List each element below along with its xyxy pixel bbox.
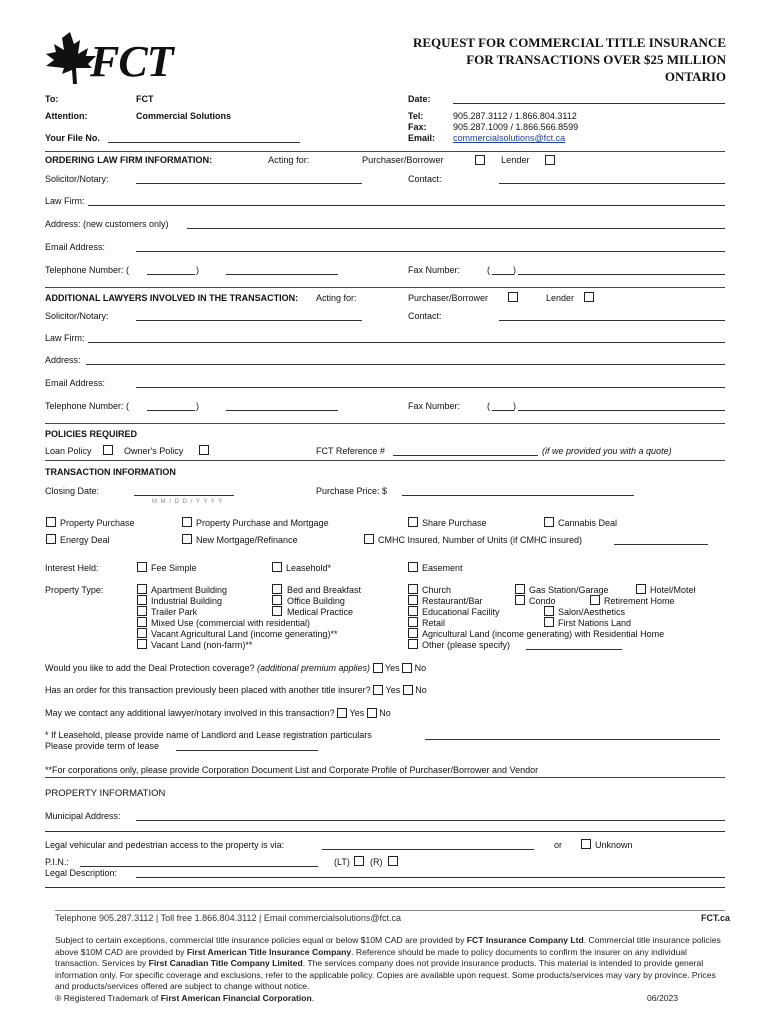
property-purchase-mortgage-label: Property Purchase and Mortgage — [196, 518, 329, 528]
vacant-nonfarm-checkbox[interactable] — [137, 639, 147, 649]
other-specify-field[interactable] — [526, 649, 622, 650]
restaurant-label: Restaurant/Bar — [422, 596, 483, 606]
trailer-checkbox[interactable] — [137, 606, 147, 616]
file-label: Your File No. — [45, 133, 100, 143]
bnb-checkbox[interactable] — [272, 584, 282, 594]
ag-res-label: Agricultural Land (income generating) with Residential Home — [422, 629, 665, 639]
office-label: Office Building — [287, 596, 345, 606]
question-text: Has an order for this transaction previously been placed with another title insurer? — [45, 685, 371, 695]
no-label: No — [415, 685, 427, 695]
disclaimer-company-1: FCT Insurance Company Ltd — [466, 935, 584, 945]
additional-email-field[interactable] — [136, 387, 725, 388]
closing-date-hint: M M / D D / Y Y Y Y — [152, 499, 224, 505]
apartment-checkbox[interactable] — [137, 584, 147, 594]
policies-heading: POLICIES REQUIRED — [45, 429, 138, 439]
ordering-contact-field[interactable] — [499, 183, 725, 184]
easement-label: Easement — [422, 563, 463, 573]
municipal-field-2[interactable] — [45, 831, 725, 832]
cmhc-units-field[interactable] — [614, 544, 708, 545]
question-contact — [45, 708, 391, 718]
legal-description-field[interactable] — [136, 877, 725, 878]
disclaimer — [55, 935, 732, 993]
condo-checkbox[interactable] — [515, 595, 525, 605]
ordering-heading: ORDERING LAW FIRM INFORMATION: — [45, 155, 213, 165]
transaction-heading: TRANSACTION INFORMATION — [45, 467, 176, 477]
ordering-acting-for: Acting for: — [268, 155, 310, 165]
access-label: Legal vehicular and pedestrian access to the property is via: — [45, 840, 285, 850]
ordering-address-field[interactable] — [187, 228, 725, 229]
ordering-lawfirm-label: Law Firm: — [45, 196, 85, 206]
medical-checkbox[interactable] — [272, 606, 282, 616]
footer-rule — [55, 910, 725, 911]
purchase-price-label: Purchase Price: $ — [316, 486, 388, 496]
ordering-email-field[interactable] — [136, 251, 725, 252]
lt-label: (LT) — [334, 857, 350, 867]
municipal-field[interactable] — [136, 820, 725, 821]
owners-policy-label: Owner's Policy — [124, 446, 184, 456]
tel-value: 905.287.3112 / 1.866.804.3112 — [453, 111, 577, 121]
industrial-checkbox[interactable] — [137, 595, 147, 605]
divider — [45, 460, 725, 461]
additional-lender-label: Lender — [546, 293, 575, 303]
retirement-label: Retirement Home — [604, 596, 675, 606]
attention-label: Attention: — [45, 111, 88, 121]
additional-lender-checkbox[interactable] — [584, 292, 594, 302]
property-heading: PROPERTY INFORMATION — [45, 788, 166, 799]
energy-deal-checkbox[interactable] — [46, 534, 56, 544]
first-nations-checkbox[interactable] — [544, 617, 554, 627]
medical-label: Medical Practice — [287, 607, 354, 617]
ordering-purchaser-label: Purchaser/Borrower — [362, 155, 444, 165]
property-purchase-label: Property Purchase — [60, 518, 135, 528]
title-line-2: FOR TRANSACTIONS OVER $25 MILLION — [466, 52, 726, 67]
no-label: No — [414, 663, 427, 673]
other-label: Other (please specify) — [422, 640, 511, 650]
ordering-fax-label: Fax Number: — [408, 265, 461, 275]
new-mortgage-checkbox[interactable] — [182, 534, 192, 544]
additional-fax-field[interactable] — [518, 410, 725, 411]
pin-field[interactable] — [80, 866, 318, 867]
logo-text: FCT — [90, 37, 173, 86]
form-title — [413, 34, 726, 85]
to-label: To: — [45, 94, 59, 104]
vacant-nonfarm-label: Vacant Land (non-farm)** — [151, 640, 253, 650]
deal-protection-no-checkbox[interactable] — [402, 663, 412, 673]
closing-date-label: Closing Date: — [45, 486, 100, 496]
r-checkbox[interactable] — [388, 856, 398, 866]
title-line-3: ONTARIO — [664, 69, 726, 84]
purchase-price-field[interactable] — [402, 495, 634, 496]
ordering-tel-area-field[interactable] — [147, 274, 195, 275]
legal-description-field-2[interactable] — [45, 887, 725, 888]
email-label: Email: — [408, 133, 436, 143]
lease-term-label: Please provide term of lease — [45, 741, 160, 751]
office-checkbox[interactable] — [272, 595, 282, 605]
file-number-field[interactable] — [108, 142, 300, 143]
lt-checkbox[interactable] — [354, 856, 364, 866]
retail-label: Retail — [422, 618, 446, 628]
additional-acting-for: Acting for: — [316, 293, 357, 303]
salon-checkbox[interactable] — [544, 606, 554, 616]
cmhc-label: CMHC Insured, Number of Units (if CMHC insured) — [378, 535, 583, 545]
disclaimer-text-2: . Commercial title insurance policies above $10M CAD are provided by — [55, 935, 721, 957]
loan-policy-checkbox[interactable] — [103, 445, 113, 455]
additional-tel-field[interactable] — [226, 410, 338, 411]
new-mortgage-label: New Mortgage/Refinance — [196, 535, 298, 545]
additional-fax-label: Fax Number: — [408, 401, 461, 411]
attention-value: Commercial Solutions — [136, 111, 232, 121]
church-checkbox[interactable] — [408, 584, 418, 594]
additional-lawfirm-label: Law Firm: — [45, 333, 85, 343]
quote-note: (if we provided you with a quote) — [542, 446, 672, 456]
share-purchase-label: Share Purchase — [422, 518, 487, 528]
footer-contact: Telephone 905.287.3112 | Toll free 1.866.804.3112 | Email commercialsolutions@fct.ca — [55, 913, 402, 923]
yes-label: Yes — [384, 663, 400, 673]
trademark-line — [55, 993, 314, 1005]
property-type-label: Property Type: — [45, 585, 104, 595]
trailer-label: Trailer Park — [151, 607, 198, 617]
yes-label: Yes — [385, 685, 401, 695]
divider — [45, 287, 725, 288]
additional-fax-paren-open: ( — [487, 401, 490, 411]
unknown-checkbox[interactable] — [581, 839, 591, 849]
easement-checkbox[interactable] — [408, 562, 418, 572]
lease-term-field[interactable] — [176, 750, 318, 751]
additional-contact-label: Contact: — [408, 311, 442, 321]
fee-simple-checkbox[interactable] — [137, 562, 147, 572]
tm-prefix: ® Registered Trademark of — [55, 993, 161, 1003]
question-note: (additional premium applies) — [256, 663, 371, 673]
other-checkbox[interactable] — [408, 639, 418, 649]
cannabis-deal-label: Cannabis Deal — [558, 518, 618, 528]
fct-reference-field[interactable] — [393, 455, 538, 456]
vacant-ag-label: Vacant Agricultural Land (income generating)** — [151, 629, 338, 639]
ordering-solicitor-label: Solicitor/Notary: — [45, 174, 109, 184]
question-deal-protection — [45, 663, 426, 673]
first-nations-label: First Nations Land — [558, 618, 632, 628]
ordering-lender-checkbox[interactable] — [545, 155, 555, 165]
interest-held-label: Interest Held: — [45, 563, 99, 573]
r-label: (R) — [370, 857, 383, 867]
hotel-label: Hotel/Motel — [650, 585, 696, 595]
municipal-label: Municipal Address: — [45, 811, 121, 821]
gas-checkbox[interactable] — [515, 584, 525, 594]
vacant-ag-checkbox[interactable] — [137, 628, 147, 638]
mixed-use-checkbox[interactable] — [137, 617, 147, 627]
disclaimer-text-4: . The services company does not provide insurance products. This material is intended to provide general information only. For specific coverage and exclusions, refer to the applicable policy. Copies are available upon request. Some products/services may vary by province. Prices and products/services offered are subject to change without notice. — [55, 958, 716, 992]
ordering-solicitor-field[interactable] — [136, 183, 362, 184]
unknown-label: Unknown — [595, 840, 633, 850]
cmhc-checkbox[interactable] — [364, 534, 374, 544]
legal-description-label: Legal Description: — [45, 868, 118, 878]
additional-heading: ADDITIONAL LAWYERS INVOLVED IN THE TRANSACTION: — [45, 293, 299, 303]
bnb-label: Bed and Breakfast — [287, 585, 362, 595]
or-label: or — [554, 840, 563, 850]
date-field[interactable] — [453, 103, 725, 104]
ordering-fax-paren-close: ) — [513, 265, 516, 275]
leasehold-label: Leasehold* — [286, 563, 332, 573]
ordering-fax-area-field[interactable] — [492, 274, 514, 275]
disclaimer-text-3: . Reference should be made to policy documents to confirm the insurer on any individual transaction. Services by — [55, 946, 687, 969]
tm-suffix: . — [311, 993, 315, 1003]
condo-label: Condo — [529, 596, 556, 606]
ordering-fax-field[interactable] — [518, 274, 725, 275]
ordering-lawfirm-field[interactable] — [88, 205, 725, 206]
owners-policy-checkbox[interactable] — [199, 445, 209, 455]
contact-yes-checkbox[interactable] — [337, 708, 347, 718]
additional-solicitor-label: Solicitor/Notary: — [45, 311, 109, 321]
ordering-address-label: Address: (new customers only) — [45, 219, 169, 229]
salon-label: Salon/Aesthetics — [558, 607, 626, 617]
question-prior-order — [45, 685, 427, 695]
leasehold-note: * If Leasehold, please provide name of Landlord and Lease registration particulars — [45, 730, 372, 740]
ordering-email-label: Email Address: — [45, 242, 106, 252]
disclaimer-company-2: First American Title Insurance Company — [186, 946, 352, 957]
energy-deal-label: Energy Deal — [60, 535, 110, 545]
closing-date-field[interactable] — [134, 495, 234, 496]
loan-policy-label: Loan Policy — [45, 446, 92, 456]
retail-checkbox[interactable] — [408, 617, 418, 627]
property-purchase-checkbox[interactable] — [46, 517, 56, 527]
gas-label: Gas Station/Garage — [529, 585, 609, 595]
date-label: Date: — [408, 94, 431, 104]
access-field[interactable] — [322, 849, 534, 850]
pin-label: P.I.N.: — [45, 857, 69, 867]
divider — [45, 777, 725, 778]
form-date: 06/2023 — [647, 993, 679, 1003]
fax-label: Fax: — [408, 122, 427, 132]
ordering-telephone-label: Telephone Number: ( — [45, 265, 130, 275]
mixed-use-label: Mixed Use (commercial with residential) — [151, 618, 311, 628]
tel-label: Tel: — [408, 111, 424, 121]
tm-company: First American Financial Corporation — [160, 993, 312, 1003]
additional-fax-paren-close: ) — [513, 401, 516, 411]
question-text: May we contact any additional lawyer/notary involved in this transaction? — [45, 708, 335, 718]
corp-note: **For corporations only, please provide Corporation Document List and Corporate Profile of Purchaser/Borrower and Vendor — [45, 765, 539, 775]
no-label: No — [379, 708, 391, 718]
additional-tel-area-field[interactable] — [147, 410, 195, 411]
property-purchase-mortgage-checkbox[interactable] — [182, 517, 192, 527]
disclaimer-company-3: First Canadian Title Company Limited — [148, 958, 303, 969]
additional-address-label: Address: — [45, 355, 81, 365]
fct-logo — [40, 30, 210, 90]
church-label: Church — [422, 585, 452, 595]
additional-email-label: Email Address: — [45, 378, 106, 388]
to-value: FCT — [136, 94, 154, 104]
additional-purchaser-checkbox[interactable] — [508, 292, 518, 302]
cannabis-deal-checkbox[interactable] — [544, 517, 554, 527]
contact-no-checkbox[interactable] — [367, 708, 377, 718]
restaurant-checkbox[interactable] — [408, 595, 418, 605]
additional-fax-area-field[interactable] — [492, 410, 514, 411]
prior-order-yes-checkbox[interactable] — [373, 685, 383, 695]
yes-label: Yes — [349, 708, 365, 718]
ordering-purchaser-checkbox[interactable] — [475, 155, 485, 165]
hotel-checkbox[interactable] — [636, 584, 646, 594]
additional-contact-field[interactable] — [499, 320, 725, 321]
educational-checkbox[interactable] — [408, 606, 418, 616]
retirement-checkbox[interactable] — [590, 595, 600, 605]
additional-lawfirm-field[interactable] — [88, 342, 725, 343]
landlord-field[interactable] — [425, 739, 720, 740]
additional-address-field[interactable] — [86, 364, 725, 365]
fax-value: 905.287.1009 / 1.866.566.8599 — [453, 122, 579, 132]
additional-tel-paren: ) — [196, 401, 199, 411]
disclaimer-text-1: Subject to certain exceptions, commercial title insurance policies equal or below $10M CAD are provided by — [55, 935, 467, 945]
ordering-fax-paren-open: ( — [487, 265, 490, 275]
ordering-lender-label: Lender — [501, 155, 530, 165]
footer-site[interactable]: FCT.ca — [700, 913, 730, 923]
title-line-1: REQUEST FOR COMMERCIAL TITLE INSURANCE — [412, 35, 726, 50]
fee-simple-label: Fee Simple — [151, 563, 197, 573]
question-text: Would you like to add the Deal Protection coverage? — [45, 663, 255, 673]
ordering-tel-paren: ) — [196, 265, 199, 275]
prior-order-no-checkbox[interactable] — [403, 685, 413, 695]
industrial-label: Industrial Building — [151, 596, 223, 606]
ordering-contact-label: Contact: — [408, 174, 442, 184]
ordering-tel-field[interactable] — [226, 274, 338, 275]
fct-reference-label: FCT Reference # — [316, 446, 385, 456]
additional-telephone-label: Telephone Number: ( — [45, 401, 130, 411]
ag-res-checkbox[interactable] — [408, 628, 418, 638]
educational-label: Educational Facility — [422, 607, 500, 617]
leasehold-checkbox[interactable] — [272, 562, 282, 572]
email-link[interactable]: commercialsolutions@fct.ca — [453, 133, 566, 143]
additional-solicitor-field[interactable] — [136, 320, 362, 321]
apartment-label: Apartment Building — [151, 585, 228, 595]
additional-purchaser-label: Purchaser/Borrower — [408, 293, 489, 303]
deal-protection-yes-checkbox[interactable] — [373, 663, 383, 673]
divider — [45, 423, 725, 424]
share-purchase-checkbox[interactable] — [408, 517, 418, 527]
divider — [45, 151, 725, 152]
